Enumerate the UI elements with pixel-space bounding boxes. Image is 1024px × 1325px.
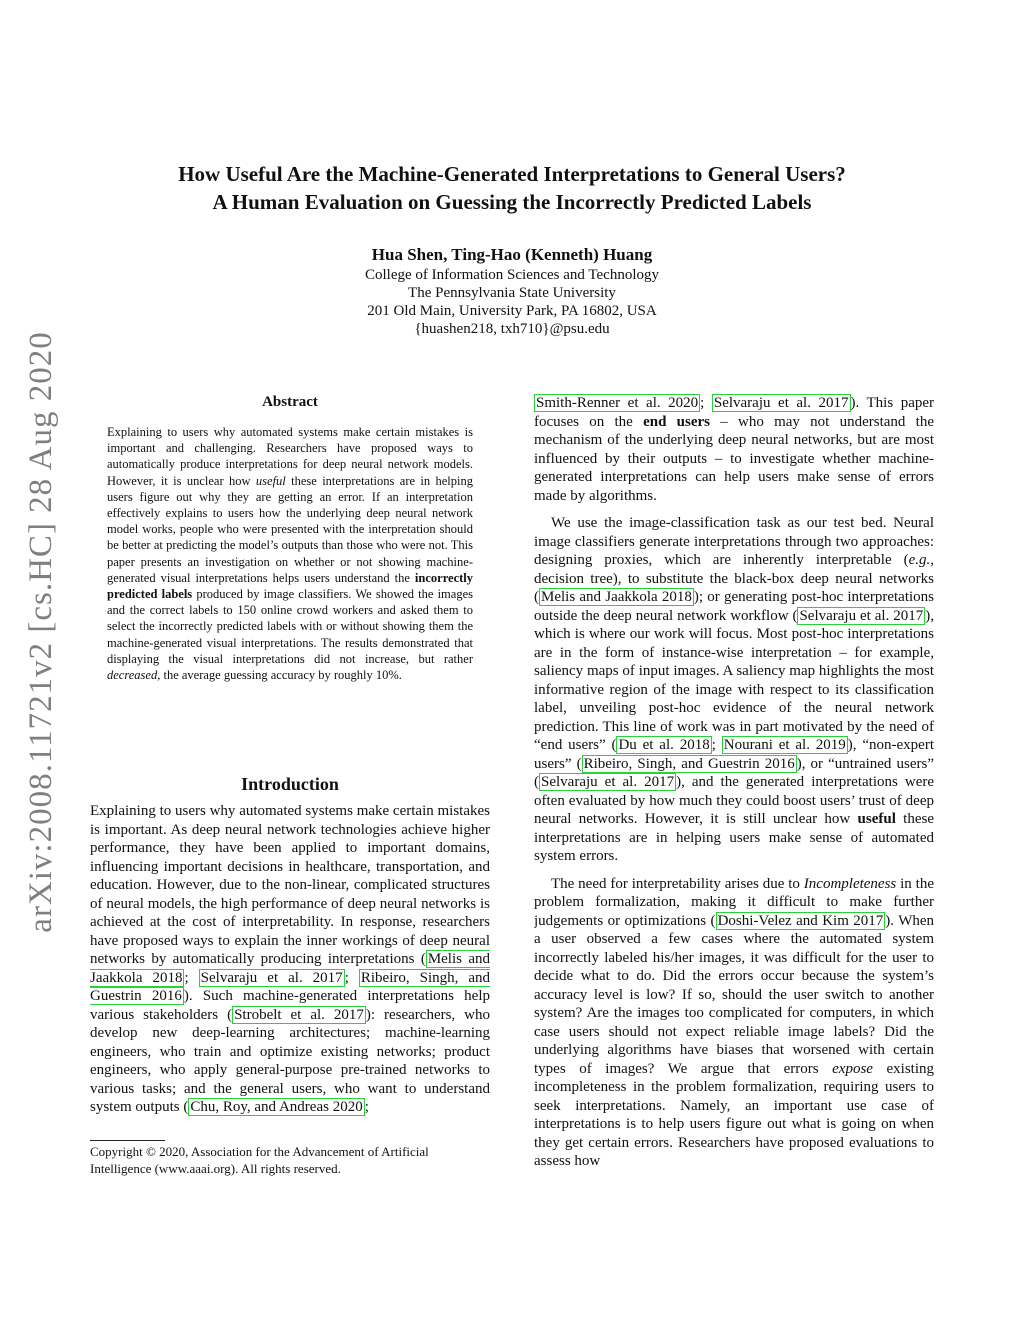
introduction-heading: Introduction	[241, 774, 339, 794]
right-paragraph-1: Smith-Renner et al. 2020 ; Selvaraju et al. 2017 ). This paper focuses on the end users – who may not understand the mechanism of the underlying deep neural networks, but are most influenced by their outputs – to investigate whether machine-generated interpretations can help users make sense of errors made by algorithms.	[534, 395, 934, 504]
title-line-2: A Human Evaluation on Guessing the Incorrectly Predicted Labels	[212, 190, 812, 214]
citation-link[interactable]: Melis and Jaakkola 2018	[541, 589, 692, 605]
right-column	[534, 394, 934, 1184]
citation-link[interactable]: Selvaraju et al. 2017	[200, 969, 343, 986]
citation-link[interactable]: Chu, Roy, and Andreas 2020	[190, 1099, 363, 1115]
footnote-rule	[90, 1140, 165, 1141]
copyright-footnote: Copyright © 2020, Association for the Advancement of Artificial Intelligence (www.aaai.org). All rights reserved.	[90, 1144, 429, 1176]
right-paragraph-3: The need for interpretability arises due to Incompleteness in the problem formalization, making it difficult to make further judgements or optimizations ( Doshi-Velez and Kim 2017 ). When a user observed a few cases where the automated system incorrectly labeled his/her images, it was difficult for the user to decide what to do. Did the errors occur because the system’s accuracy level is low? If so, should the user switch to another system? Are the images too complicated for computers, in which case users should not expect reliable image labels? Did the underlying algorithms have biases that worsened with certain types of images? We argue that errors expose existing incompleteness in the problem formalization, requiring users to seek interpretations. Namely, an important use case of interpretations is to help users figure out what is going on when they get certain errors. Researchers have proposed evaluations to assess how	[534, 875, 934, 1169]
authors: Hua Shen, Ting-Hao (Kenneth) Huang	[371, 245, 653, 264]
citation-link[interactable]: Doshi-Velez and Kim 2017	[717, 912, 884, 929]
affiliation-address: 201 Old Main, University Park, PA 16802, USA	[367, 303, 657, 319]
citation-link[interactable]: Smith-Renner et al. 2020	[536, 395, 699, 411]
affiliation-email: {huashen218, txh710}@psu.edu	[414, 321, 610, 337]
affiliation	[200, 266, 824, 338]
citation-link[interactable]: Selvaraju et al. 2017	[541, 774, 675, 790]
affiliation-university: The Pennsylvania State University	[408, 285, 616, 301]
citation-link[interactable]: Strobelt et al. 2017	[234, 1006, 364, 1023]
citation-link[interactable]: Ribeiro, Singh, and Guestrin 2016	[583, 755, 795, 772]
introduction-body	[90, 802, 490, 1132]
abstract-body	[107, 424, 473, 683]
right-paragraph-2: We use the image-classification task as our test bed. Neural image classifiers generate interpretations through two approaches: designing proxies, which are inherently interpretable (e.g., decision tree), to substitute the black-box deep neural networks ( Melis and Jaakkola 2018 ); or generating post-hoc interpretations outside the deep neural network workflow ( Selvaraju et al. 2017 ), which is where our work will focus. Most post-hoc interpretations are in the form of instance-wise interpretation – for example, saliency maps of input images. A saliency map highlights the most informative region of the image with respect to its classification label, unveiling post-hoc evidence of the neural network prediction. This line of work was in part motivated by the need of “end users” ( Du et al. 2018 ; Nourani et al. 2019 ), “non-expert users” ( Ribeiro, Singh, and Guestrin 2016 ), or “untrained users” ( Selvaraju et al. 2017 ), and the generated interpretations were often evaluated by how much they could boost users’ trust of deep neural networks. However, it is still unclear how useful these interpretations are in helping users make sense of automated system errors.	[534, 515, 934, 864]
citation-link[interactable]: Melis and Jaakkola 2018	[90, 951, 490, 986]
citation-link[interactable]: Selvaraju et al. 2017	[713, 395, 849, 411]
citation-link[interactable]: Nourani et al. 2019	[723, 737, 846, 753]
paper-title	[100, 160, 924, 216]
citation-link[interactable]: Selvaraju et al. 2017	[799, 607, 924, 624]
affiliation-college: College of Information Sciences and Technology	[364, 267, 659, 283]
citation-link[interactable]: Du et al. 2018	[618, 737, 710, 753]
abstract-paragraph: Explaining to users why automated systems make certain mistakes is important and challenging. Researchers have proposed ways to automatically produce interpretations for deep neural network models. However, it is unclear how useful these interpretations are in helping users figure out why they are getting an error. If an interpretation effectively explains to users how the underlying deep neural network model works, people who were presented with the interpretation should be better at predicting the model’s outputs than those who were not. This paper presents an investigation on whether or not showing machine-generated visual interpretations helps users understand the incorrectly predicted labels produced by image classifiers. We showed the images and the correct labels to 150 online crowd workers and asked them to select the incorrectly predicted labels with or without showing them the machine-generated visual interpretations. The results demonstrated that displaying the visual interpretations did not increase, but rather decreased, the average guessing accuracy by roughly 10%.	[107, 425, 473, 683]
arxiv-sidebar	[6, 302, 76, 962]
introduction-paragraph: Explaining to users why automated systems make certain mistakes is important. As deep neural network technologies achieve higher performance, they have been applied to important domains, influencing important decisions in healthcare, transportation, and education. However, due to the non-linear, complicated structures of neural models, the high performance of deep neural networks is achieved at the cost of interpretability. In response, researchers have proposed ways to explain the inner workings of deep neural networks by automatically producing interpretations ( Melis and Jaakkola 2018 ; Selvaraju et al. 2017 ; Ribeiro, Singh, and Guestrin 2016 ). Such machine-generated interpretations help various stakeholders ( Strobelt et al. 2017 ): researchers, who develop new deep-learning architectures; machine-learning engineers, who train and optimize existing networks; product engineers, who apply general-purpose pre-trained networks to various tasks; and the general users, who want to understand system outputs ( Chu, Roy, and Andreas 2020 ;	[90, 803, 490, 1115]
citation-link[interactable]: Ribeiro, Singh, and Guestrin 2016	[90, 969, 490, 1004]
abstract-heading: Abstract	[262, 394, 318, 410]
title-line-1: How Useful Are the Machine-Generated Interpretations to General Users?	[178, 162, 846, 186]
arxiv-identifier: arXiv:2008.11721v2 [cs.HC] 28 Aug 2020	[23, 331, 59, 933]
